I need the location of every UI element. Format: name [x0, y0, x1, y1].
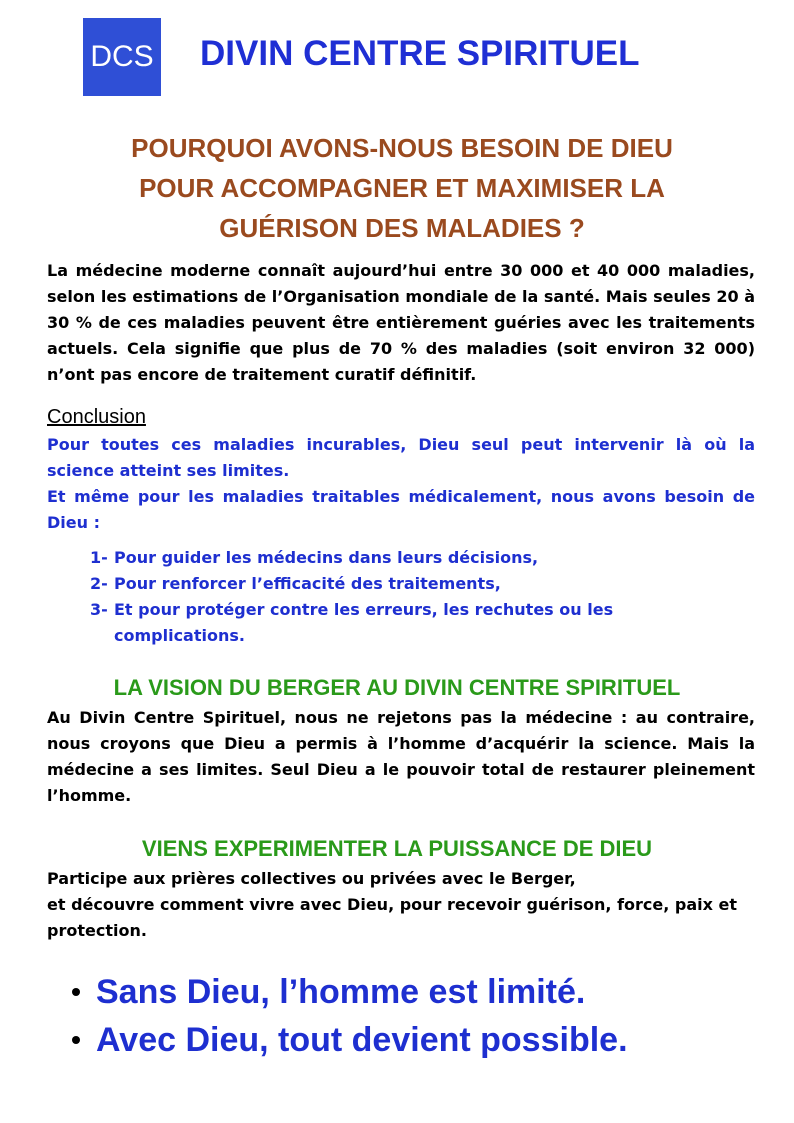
vision-paragraph: Au Divin Centre Spirituel, nous ne rejetons pas la médecine : au contraire, nous croyons que Dieu a permis à l’homme d’acquérir la science. Mais la médecine a ses limites. Seul Dieu a le pouvoir total de restaurer pleinement l’homme. — [47, 708, 755, 805]
slogan-text: Sans Dieu, l’homme est limité. — [96, 972, 586, 1011]
viens-paragraph — [47, 866, 755, 944]
bullet-icon — [72, 988, 80, 996]
intro-paragraph: La médecine moderne connaît aujourd’hui entre 30 000 et 40 000 maladies, selon les estimations de l’Organisation mondiale de la santé. Mais seules 20 à 30 % de ces maladies peuvent être entièrement guéries avec les traitements actuels. Cela signifie que plus de 70 % des maladies (soit environ 32 000) n’ont pas encore de traitement curatif définitif. — [47, 261, 755, 384]
viens-line-1: Participe aux prières collectives ou privées avec le Berger, — [47, 869, 576, 888]
conclusion-paragraph-1: Pour toutes ces maladies incurables, Dieu seul peut intervenir là où la science atteint ses limites. — [47, 435, 755, 480]
step-number: 1- — [90, 548, 108, 567]
org-title: DIVIN CENTRE SPIRITUEL — [200, 34, 640, 73]
viens-title: VIENS EXPERIMENTER LA PUISSANCE DE DIEU — [141, 836, 653, 861]
list-item — [70, 968, 760, 1016]
step-text: Et pour protéger contre les erreurs, les rechutes ou les complications. — [114, 600, 614, 645]
slogan-text: Avec Dieu, tout devient possible. — [96, 1020, 628, 1059]
step-number: 2- — [90, 574, 108, 593]
bullet-icon — [72, 1036, 80, 1044]
vision-title: LA VISION DU BERGER AU DIVIN CENTRE SPIRITUEL — [113, 675, 681, 700]
conclusion-steps — [90, 545, 710, 649]
step-text: Pour renforcer l’efficacité des traitements, — [114, 574, 501, 593]
list-item — [70, 1016, 760, 1064]
conclusion-heading: Conclusion — [47, 406, 146, 428]
main-title-line-2: POUR ACCOMPAGNER ET MAXIMISER LA — [139, 173, 665, 203]
main-title — [40, 128, 764, 248]
main-title-line-3: GUÉRISON DES MALADIES ? — [219, 213, 585, 243]
step-number: 3- — [90, 600, 108, 619]
conclusion-paragraph-2: Et même pour les maladies traitables médicalement, nous avons besoin de Dieu : — [47, 487, 755, 532]
dcs-logo — [83, 18, 161, 96]
step-text: Pour guider les médecins dans leurs décisions, — [114, 548, 539, 567]
viens-line-2: et découvre comment vivre avec Dieu, pour recevoir guérison, force, paix et protection. — [47, 895, 738, 940]
slogan-list — [70, 968, 760, 1064]
list-item — [90, 545, 710, 571]
main-title-line-1: POURQUOI AVONS-NOUS BESOIN DE DIEU — [131, 133, 673, 163]
list-item — [90, 597, 710, 649]
logo-text: DCS — [90, 40, 154, 73]
list-item — [90, 571, 710, 597]
